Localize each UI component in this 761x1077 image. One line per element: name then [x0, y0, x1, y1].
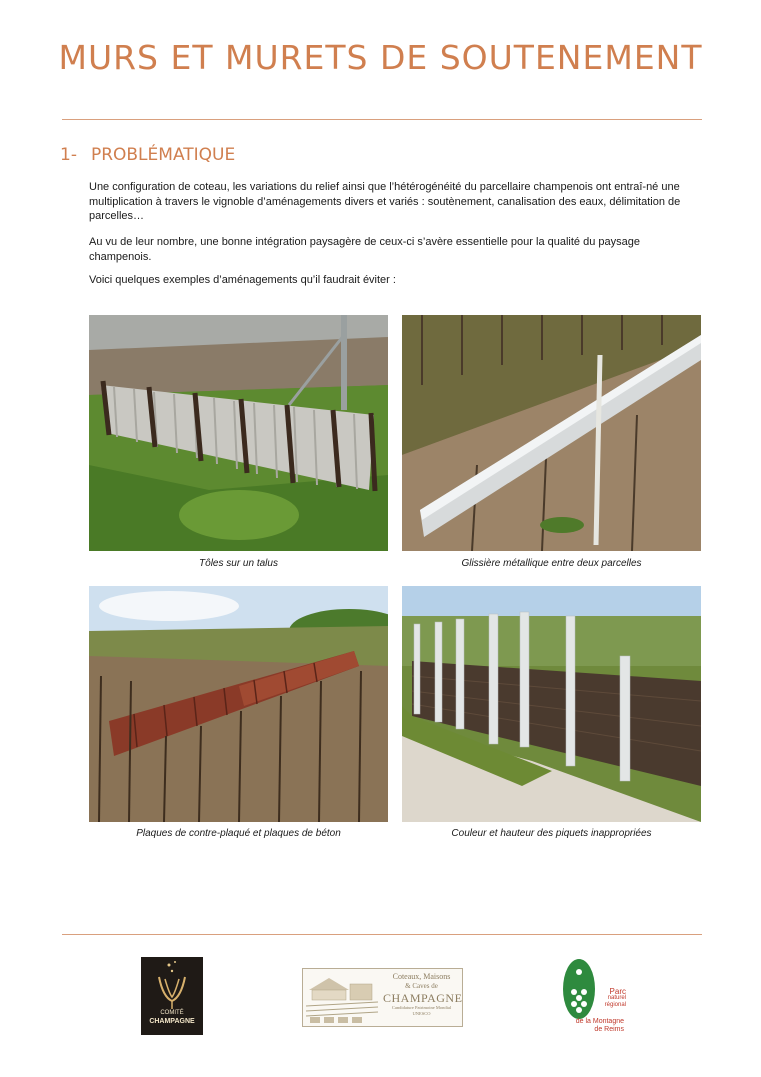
photo-corrugated-sheets — [89, 315, 388, 551]
coteaux-maisons-caves-logo — [302, 968, 463, 1027]
parc-line5: de Reims — [594, 1026, 624, 1033]
parc-line3: régional — [604, 1002, 626, 1008]
caption-photo-4: Couleur et hauteur des piquets inappropriées — [451, 828, 652, 839]
intro-paragraph: Une configuration de coteau, les variations du relief ainsi que l’hétérogénéité du parcellaire champenois ont entraî-né une multiplication à travers le vignoble d’aménagements divers et variés : soutènement, canalisation des eaux, délimitation de parcelles… — [89, 181, 681, 222]
examples-paragraph: Voici quelques exemples d’aménagements qu’il faudrait éviter : — [89, 274, 396, 286]
section-heading — [60, 145, 235, 165]
section-number: 1- — [60, 145, 77, 165]
caption-photo-2: Glissière métallique entre deux parcelles — [461, 558, 642, 569]
coteaux-line3: CHAMPAGNE — [383, 991, 463, 1005]
comite-line2: CHAMPAGNE — [149, 1018, 195, 1025]
coteaux-line2: & Caves de — [405, 982, 438, 990]
comite-line1: COMITÉ — [160, 1010, 184, 1016]
coteaux-line1: Coteaux, Maisons — [392, 972, 451, 981]
coteaux-line4: Candidature Patrimoine Mondial UNESCO — [391, 1005, 452, 1016]
caption-photo-1: Tôles sur un talus — [199, 558, 278, 569]
photo-metal-guardrail — [402, 315, 701, 551]
photo-plywood-concrete-plates — [89, 586, 388, 822]
integration-paragraph: Au vu de leur nombre, une bonne intégration paysagère de ceux-ci s’avère essentielle pour la qualité du paysage champenois. — [89, 236, 640, 263]
comite-champagne-logo — [141, 957, 203, 1035]
parc-naturel-logo — [560, 958, 624, 1038]
top-divider — [62, 119, 702, 120]
parc-line2: naturel — [607, 995, 626, 1001]
parc-line4: de la Montagne — [575, 1018, 624, 1025]
parc-line1: Parc — [609, 987, 626, 996]
page-title: MURS ET MURETS DE SOUTENEMENT — [58, 38, 703, 77]
bottom-divider — [62, 934, 702, 935]
photo-inappropriate-stakes — [402, 586, 701, 822]
section-title: PROBLÉMATIQUE — [90, 145, 236, 165]
caption-photo-3: Plaques de contre-plaqué et plaques de béton — [136, 828, 341, 839]
